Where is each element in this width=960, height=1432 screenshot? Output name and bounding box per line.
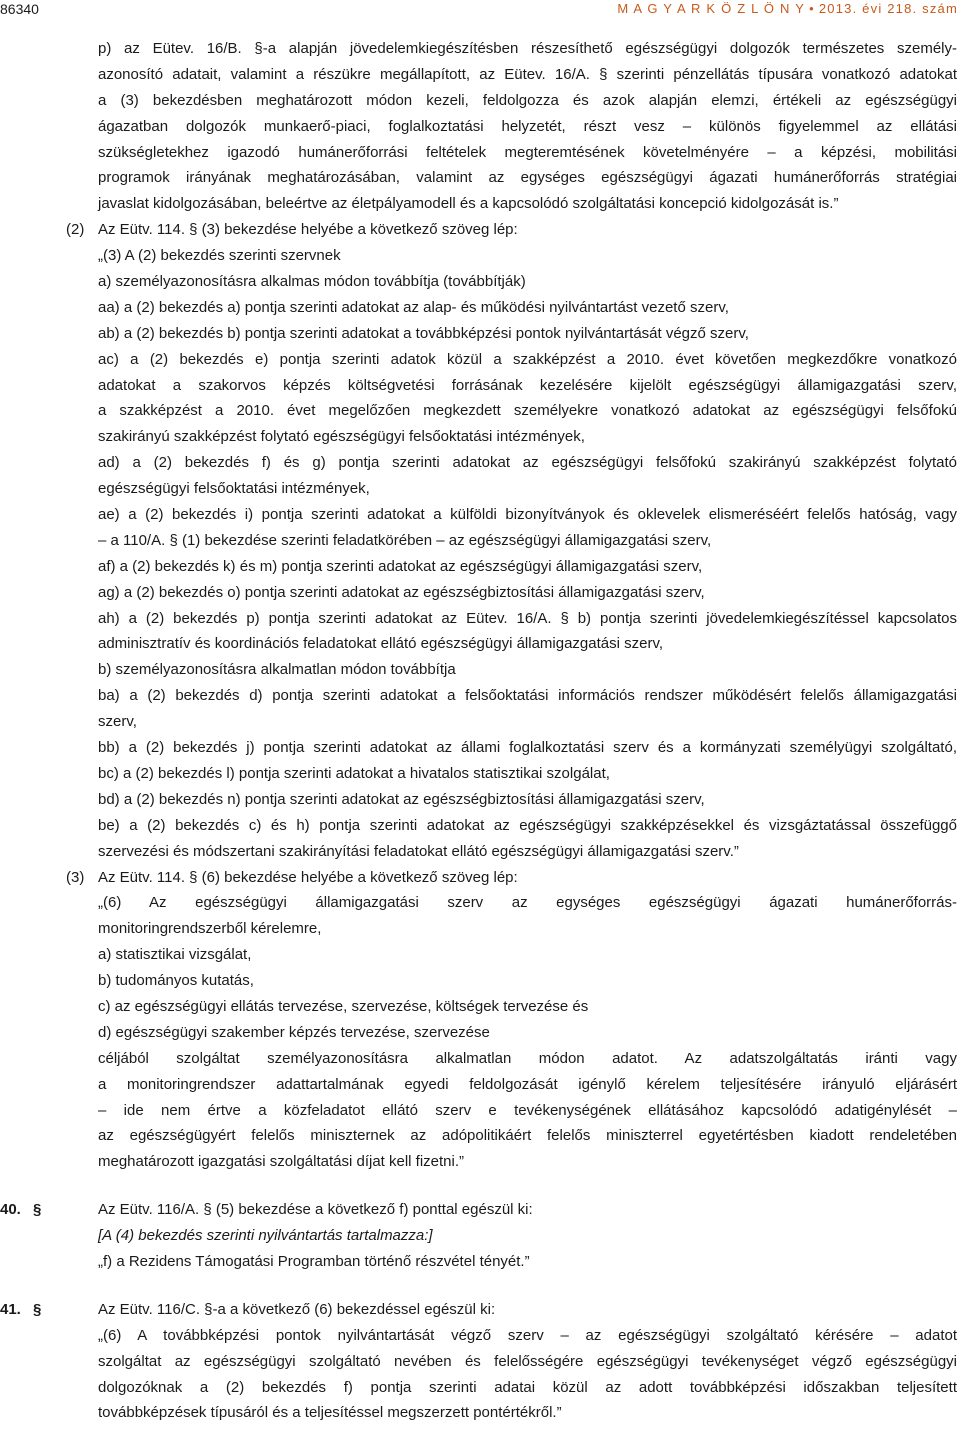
text-line: Az Eütv. 116/C. §-a a következő (6) bekezdéssel egészül ki: [98,1300,496,1318]
page-number: 86340 [0,1,39,17]
paragraph-2 [0,217,960,243]
text-line: szervezési és módszertani szakirányítási feladatokat ellátó egészségügyi államigazgatási szerv.” [98,842,739,860]
text-line: „(6) A továbbképzési pontok nyilvántartását végző szerv – az egészségügyi szolgáltató kérésére – adatot [98,1326,957,1344]
paragraph-3 [0,865,960,891]
paragraph-number: (3) [66,868,85,886]
text-line: „f) a Rezidens Támogatási Programban történő részvétel tényét.” [98,1252,530,1270]
text-line: ag) a (2) bekezdés o) pontja szerinti adatokat az egészségbiztosítási államigazgatási szerv, [98,583,705,601]
paragraph-number: (2) [66,221,85,239]
text-line: – ide nem értve a közfeladatot ellátó szerv e tevékenységének ellátásához kapcsolódó adatigénylését – [98,1101,957,1119]
text-line: szakirányú szakképzést folytató egészségügyi felsőoktatási intézmények, [98,428,585,446]
text-line: bc) a (2) bekezdés l) pontja szerinti adatokat a hivatalos statisztikai szolgálat, [98,764,610,782]
section-number: 40. [0,1201,21,1219]
section-number: 41. [0,1300,21,1318]
text-line: ad) a (2) bekezdés f) és g) pontja szerinti adatokat az egészségügyi felsőfokú szakirányú szakképzést folytató [98,454,957,472]
text-line: aa) a (2) bekezdés a) pontja szerinti adatokat az alap- és működési nyilvántartást vezető szerv, [98,298,729,316]
text-line: Az Eütv. 114. § (3) bekezdése helyébe a következő szöveg lép: [98,221,518,239]
text-line: [A (4) bekezdés szerinti nyilvántartás tartalmazza:] [98,1227,433,1245]
document-body [0,36,960,1426]
text-line: dolgozóknak a (2) bekezdés f) pontja szerinti adatai közül az adott továbbképzési időszakban teljesített [98,1378,957,1396]
text-line: szükségletekhez igazodó humánerőforrási feltételek megteremtésének követelményére – a képzési, mobilitási [98,143,957,161]
text-line: ah) a (2) bekezdés p) pontja szerinti adatokat az Eütev. 16/A. § b) pontja szerinti jövedelemkiegészítéssel kapcsolatos [98,609,957,627]
text-line: ae) a (2) bekezdés i) pontja szerinti adatokat a külföldi bizonyítványok és oklevelek elismeréséért felelős hatóság, vagy [98,506,957,524]
text-line: „(6) Az egészségügyi államigazgatási szerv az egységes egészségügyi ágazati humánerőforrás- [98,894,957,912]
text-line: b) személyazonosításra alkalmatlan módon továbbítja [98,661,456,679]
text-line: – a 110/A. § (1) bekezdése szerinti feladatkörében – az egészségügyi államigazgatási szerv, [98,531,712,549]
text-line: Az Eütv. 116/A. § (5) bekezdése a következő f) ponttal egészül ki: [98,1201,533,1219]
section-sign: § [33,1300,42,1318]
text-line: bd) a (2) bekezdés n) pontja szerinti adatokat az egészségbiztosítási államigazgatási szerv, [98,790,705,808]
text-line: p) az Eütev. 16/B. §-a alapján jövedelemkiegészítésben részesíthető egészségügyi dolgozók természetes személy- [98,40,957,57]
text-line: a) statisztikai vizsgálat, [98,946,252,964]
text-line: ágazatban dolgozók munkaerő-piaci, foglalkoztatási helyzetét, részt vesz – különös figyelemmel az ellátási [98,117,957,135]
issue-number: 2013. évi 218. szám [818,1,958,16]
text-line: adatokat a szakorvos képzés költségvetési forrásának kezelésére kijelölt egészségügyi államigazgatási szerv, [98,376,957,394]
text-line: az egészségügyért felelős miniszternek az adópolitikáért felelős miniszterrel egyetértésben kiadott rendeletében [98,1127,957,1145]
text-line: adminisztratív és koordinációs feladatokat ellátó egészségügyi államigazgatási szerv, [98,635,664,653]
text-line: c) az egészségügyi ellátás tervezése, szervezése, költségek tervezése és [98,997,589,1015]
text-line: bb) a (2) bekezdés j) pontja szerinti adatokat az állami foglalkoztatási szerv és a kormányzati személyügyi szolgáltató, [98,739,957,757]
text-line: a) személyazonosításra alkalmas módon továbbítja (továbbítják) [98,273,526,291]
text-line: szolgáltat az egészségügyi szolgáltató nevében és felelősségére egészségügyi tevékenységet végző egészségügyi [98,1352,957,1370]
text-line: Az Eütv. 114. § (6) bekezdése helyébe a következő szöveg lép: [98,868,518,886]
text-line: programok irányának meghatározásában, valamint az egységes egészségügyi ágazati humánerőforrás stratégiai [98,169,957,187]
page-header [0,0,960,22]
text-line: ac) a (2) bekezdés e) pontja szerinti adatok közül a szakképzést a 2010. évet követően megkezdőkre vonatkozó [98,350,957,368]
text-line: azonosító adatait, valamint a részükre megállapított, az Eütev. 16/A. § szerinti pénzellátás típusára vonatkozó adatokat [98,65,957,83]
text-line: meghatározott igazgatási szolgáltatási díjat kell fizetni.” [98,1153,465,1171]
text-line: ab) a (2) bekezdés b) pontja szerinti adatokat a továbbképzési pontok nyilvántartását végző szerv, [98,324,749,342]
text-line: ba) a (2) bekezdés d) pontja szerinti adatokat a felsőoktatási információs rendszer működésért felelős államigazgatási [98,687,957,705]
text-line: egészségügyi felsőoktatási intézmények, [98,480,370,498]
section-sign: § [33,1201,42,1219]
text-line: d) egészségügyi szakember képzés tervezése, szervezése [98,1023,490,1041]
section-40 [0,1197,960,1223]
text-line: be) a (2) bekezdés c) és h) pontja szerinti adatokat az egészségügyi szakképzésekkel és vizsgáztatással összefüggő [98,816,957,834]
text-line: monitoringrendszerből kérelemre, [98,920,322,938]
text-line: a szakképzést a 2010. évet megelőzően megkezdett személyekre vonatkozó adatokat az egészségügyi felsőfokú [98,402,957,420]
text-line: továbbképzések típusáról és a teljesítéssel megszerzett pontértékről.” [98,1404,562,1422]
journal-title: M A G Y A R K Ö Z L Ö N Y [617,1,806,16]
section-41 [0,1297,960,1323]
section-spacer [0,1275,960,1297]
text-line: af) a (2) bekezdés k) és m) pontja szerinti adatokat az egészségügyi államigazgatási szerv, [98,557,703,575]
running-title [617,1,958,16]
text-line: a monitoringrendszer adattartalmának egyedi feldolgozását igénylő kérelem teljesítésére irányuló eljárásért [98,1075,957,1093]
separator-bullet: • [809,1,815,16]
section-spacer [0,1175,960,1197]
text-line: a (3) bekezdésben meghatározott módon kezeli, feldolgozza és azok alapján elemzi, értékeli az egészségügyi [98,91,957,109]
text-line: „(3) A (2) bekezdés szerinti szervnek [98,247,341,265]
text-line: szerv, [98,713,137,731]
text-line: céljából szolgáltat személyazonosításra alkalmatlan módon adatot. Az adatszolgáltatás iránti vagy [98,1049,957,1067]
text-line: javaslat kidolgozásában, beleértve az életpályamodell és a kapcsolódó szolgáltatási koncepció kidolgozását is.” [98,195,839,213]
text-line: b) tudományos kutatás, [98,972,254,990]
